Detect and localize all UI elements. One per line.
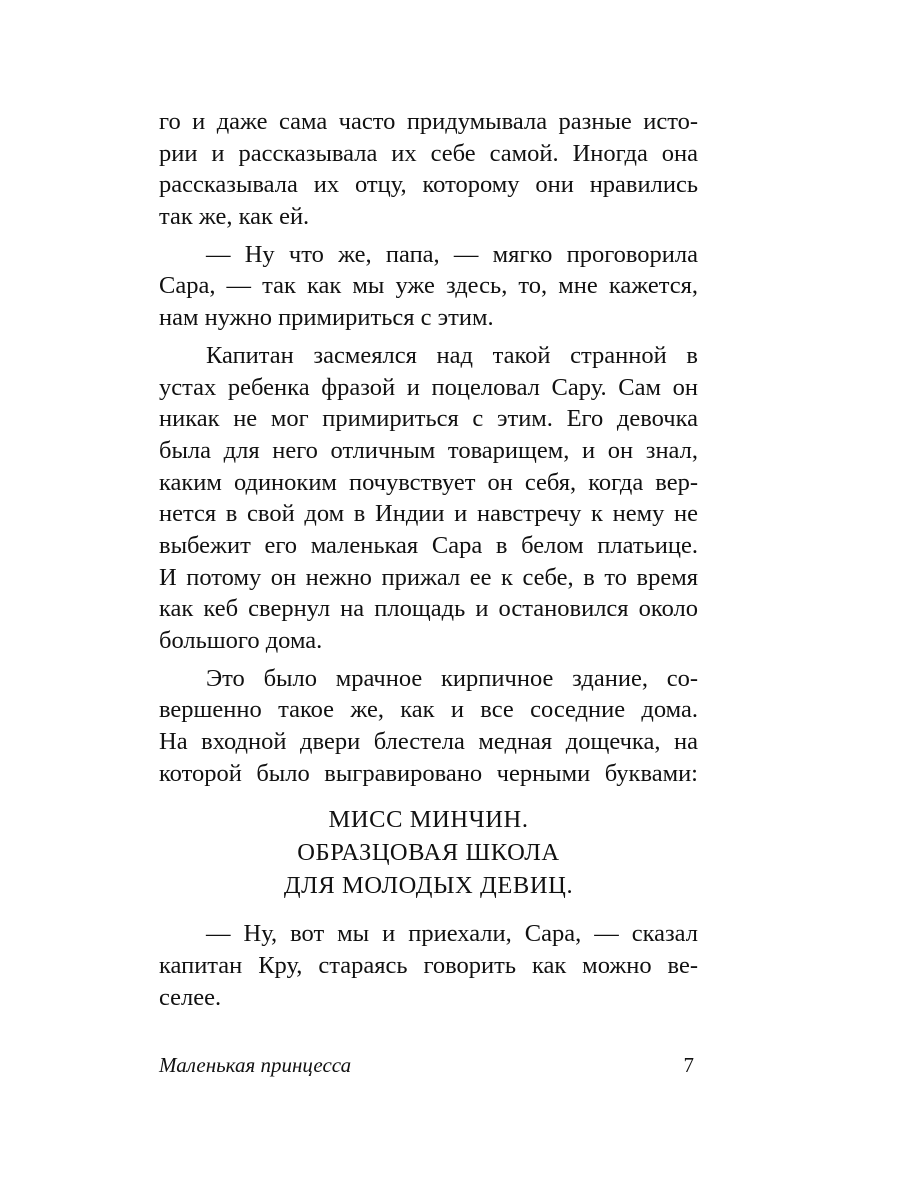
text-line: каким одиноким почувствует он себя, когда вер-	[159, 468, 698, 496]
sign-line: ДЛЯ МОЛОДЫХ ДЕВИЦ.	[283, 872, 574, 900]
page-number: 7	[683, 1053, 694, 1077]
page-body	[159, 106, 698, 1086]
paragraph-3	[159, 340, 698, 657]
text-line: го и даже сама часто придумывала разные исто-	[159, 108, 698, 135]
text-line: капитан Кру, стараясь говорить как можно ве-	[159, 952, 698, 980]
text-line: Это было мрачное кирпичное здание, со-	[206, 664, 698, 692]
text-line: рии и рассказывала их себе самой. Иногда она	[159, 139, 698, 167]
text-line: И потому он нежно прижал ее к себе, в то время	[159, 563, 698, 591]
text-line: устах ребенка фразой и поцеловал Сару. Сам он	[159, 373, 698, 401]
text-line: большого дома.	[159, 627, 323, 654]
text-line: селее.	[159, 983, 222, 1011]
text-line: так же, как ей.	[159, 203, 310, 231]
running-title: Маленькая принцесса	[159, 1053, 352, 1077]
sign-line: МИСС МИНЧИН.	[328, 806, 529, 834]
text-line: которой было выгравировано черными буквами:	[159, 759, 698, 787]
text-line: никак не мог примириться с этим. Его девочка	[159, 405, 698, 433]
text-line: рассказывала их отцу, которому они нравились	[159, 171, 698, 199]
text-line: нется в свой дом в Индии и навстречу к нему не	[159, 500, 698, 528]
text-line: выбежит его маленькая Сара в белом платьице.	[159, 531, 698, 559]
text-line: На входной двери блестела медная дощечка, на	[159, 728, 698, 756]
text-line: нам нужно примириться с этим.	[159, 304, 494, 332]
text-line: Сара, — так как мы уже здесь, то, мне кажется,	[159, 272, 698, 300]
paragraph-2	[159, 239, 698, 334]
sign-line: ОБРАЗЦОВАЯ ШКОЛА	[297, 839, 560, 867]
text-line: вершенно такое же, как и все соседние дома.	[159, 696, 698, 724]
text-line: — Ну, вот мы и приехали, Сара, — сказал	[206, 920, 698, 948]
text-line: была для него отличным товарищем, и он знал,	[159, 436, 698, 464]
door-plate-inscription	[159, 803, 698, 902]
text-line: — Ну что же, папа, — мягко проговорила	[206, 240, 698, 268]
paragraph-closing	[159, 918, 698, 1013]
paragraph-4	[159, 663, 698, 790]
page-footer	[159, 1050, 698, 1080]
paragraph-1	[159, 106, 698, 233]
text-line: Капитан засмеялся над такой странной в	[206, 341, 698, 369]
text-line: как кеб свернул на площадь и остановился около	[159, 595, 698, 623]
